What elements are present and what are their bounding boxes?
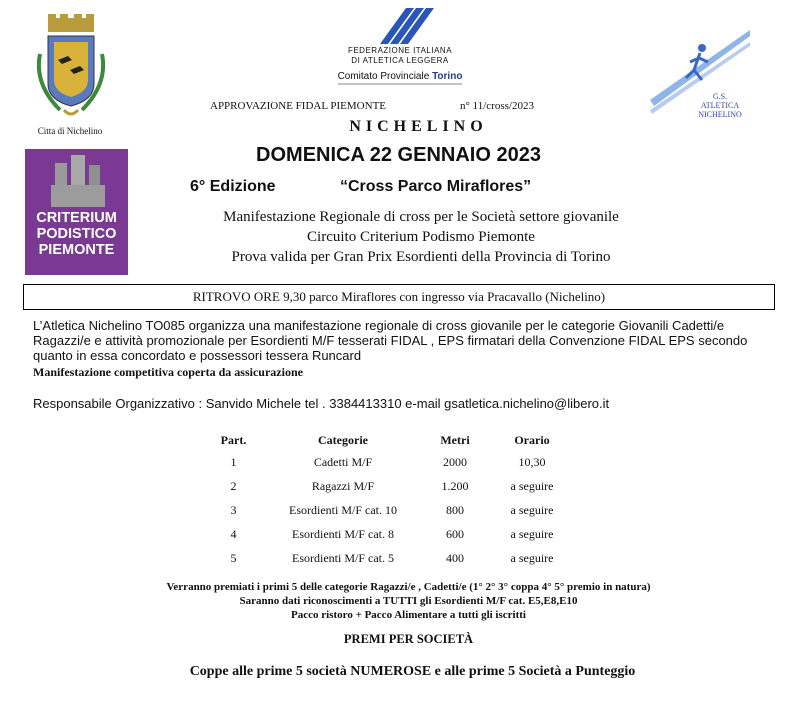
event-date-text: DOMENICA 22 GENNAIO 2023	[256, 144, 541, 166]
races-table	[200, 430, 573, 570]
cell-part: 3	[230, 502, 237, 517]
insurance-note: Manifestazione competitiva coperta da assicurazione	[33, 365, 303, 379]
premi-heading: PREMI PER SOCIETÀ	[343, 632, 474, 646]
ritrovo-box: RITROVO ORE 9,30 parco Miraflores con ingresso via Pracavallo (Nichelino)	[23, 284, 775, 310]
description-line1: Manifestazione Regionale di cross per le Società settore giovanile	[223, 209, 619, 225]
fidal-comitato-city: Torino	[432, 71, 463, 82]
cell-orario: a seguire	[510, 550, 554, 565]
cell-orario: a seguire	[510, 526, 554, 541]
gs-line3: NICHELINO	[698, 110, 742, 119]
event-title: “Cross Parco Miraflores”	[340, 178, 532, 195]
gs-line2: ATLETICA	[700, 101, 740, 110]
event-city: NICHELINO	[349, 118, 488, 135]
table-row	[200, 546, 573, 570]
cell-metri: 400	[446, 550, 464, 565]
crest-caption: Citta di Nichelino	[37, 126, 103, 136]
event-body-text: L’Atletica Nichelino TO085 organizza una manifestazione regionale di cross giovanile per le categorie Giovanili Cadetti/e Ragazzi/e e attività promozionale per Esordienti M/F tesserati FIDAL , EPS firmatari della Convenzione FIDAL EPS secondo quanto in essa concordato e possessori tessera Runcard	[33, 318, 748, 363]
cell-categoria: Esordienti M/F cat. 10	[289, 502, 397, 517]
header-part: Part.	[220, 432, 247, 447]
table-row	[200, 498, 573, 522]
criterium-line3: PIEMONTE	[38, 242, 115, 258]
description-line2: Circuito Criterium Podismo Piemonte	[307, 229, 535, 245]
cell-part: 2	[230, 478, 237, 493]
approval-number: n° 11/cross/2023	[460, 100, 534, 112]
prize-line1: Verranno premiati i primi 5 delle categorie Ragazzi/e , Cadetti/e (1° 2° 3° coppa 4° 5° premio in natura)	[166, 581, 651, 593]
cell-categoria: Ragazzi M/F	[311, 478, 375, 493]
prize-line3: Pacco ristoro + Pacco Alimentare a tutti gli iscritti	[291, 609, 526, 621]
cell-metri: 600	[446, 526, 464, 541]
cell-metri: 1.200	[441, 478, 469, 493]
prize-line2: Saranno dati riconoscimenti a TUTTI gli Esordienti M/F cat. E5,E8,E10	[239, 595, 578, 607]
organizer-contact: Responsabile Organizzativo : Sanvido Michele tel . 3384413310 e-mail gsatletica.nichelino@libero.it	[33, 396, 610, 411]
cell-metri: 800	[446, 502, 464, 517]
cell-metri: 2000	[443, 454, 467, 469]
header-categorie: Categorie	[318, 432, 368, 447]
cell-categoria: Cadetti M/F	[313, 454, 373, 469]
cell-orario: a seguire	[510, 478, 554, 493]
table-row	[200, 474, 573, 498]
coppe-text: Coppe alle prime 5 società NUMEROSE e alle prime 5 Società a Punteggio	[189, 664, 636, 679]
cell-categoria: Esordienti M/F cat. 8	[292, 526, 394, 541]
cell-orario: 10,30	[518, 454, 546, 469]
criterium-line2: PODISTICO	[36, 226, 117, 242]
fidal-line2: DI ATLETICA LEGGERA	[351, 56, 449, 65]
fidal-comitato	[334, 71, 466, 82]
fidal-line1: FEDERAZIONE ITALIANA	[347, 46, 453, 55]
fidal-comitato-label: Comitato Provinciale	[337, 71, 430, 82]
cell-orario: a seguire	[510, 502, 554, 517]
cell-categoria: Esordienti M/F cat. 5	[292, 550, 394, 565]
cell-part: 4	[230, 526, 237, 541]
approval-text: APPROVAZIONE FIDAL PIEMONTE	[210, 100, 387, 112]
city-crest-icon	[30, 14, 112, 124]
cell-part: 1	[230, 454, 237, 469]
cell-part: 5	[230, 550, 237, 565]
table-header-row	[200, 430, 573, 450]
table-row	[200, 522, 573, 546]
event-edition: 6° Edizione	[190, 178, 276, 195]
header-orario: Orario	[514, 432, 550, 447]
criterium-line1: CRITERIUM	[36, 210, 117, 226]
gs-line1: G.S.	[712, 92, 728, 101]
header-metri: Metri	[440, 432, 470, 447]
description-line3: Prova valida per Gran Prix Esordienti della Provincia di Torino	[231, 249, 611, 265]
table-row	[200, 450, 573, 474]
